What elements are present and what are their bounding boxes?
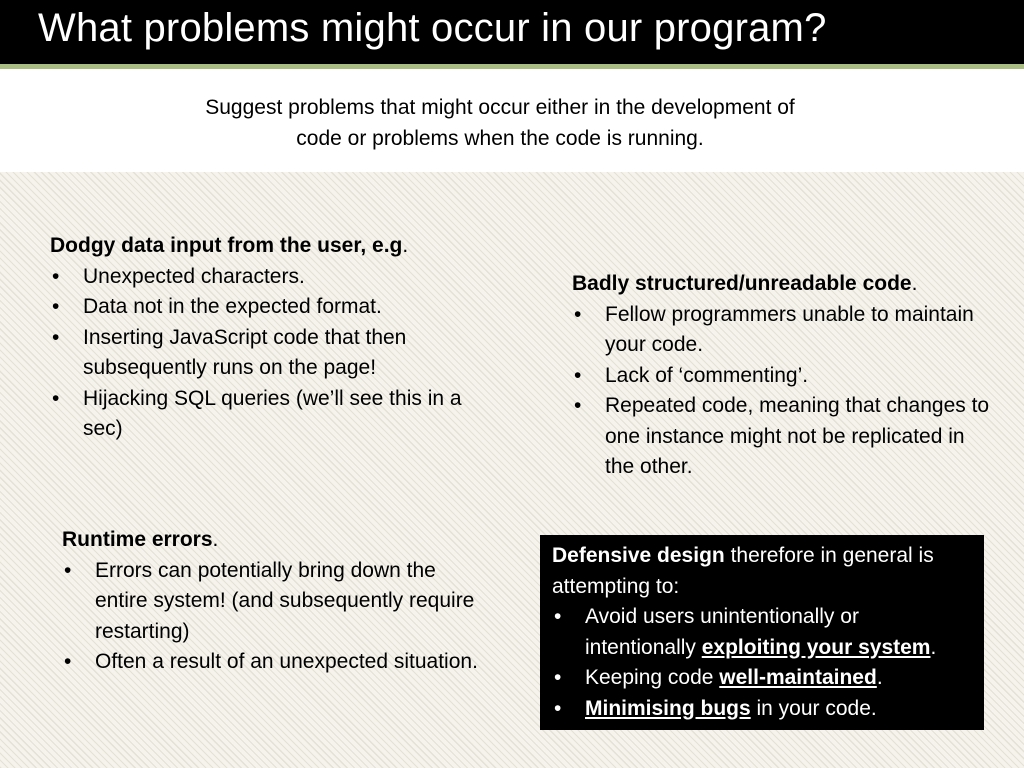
list-item: • Repeated code, meaning that changes to one instance might not be replicated in the other.	[572, 391, 992, 483]
defensive-design-heading: Defensive design therefore in general is attempting to:	[552, 544, 934, 598]
list-item: • Hijacking SQL queries (we’ll see this in a sec)	[50, 384, 470, 445]
defensive-design-list	[552, 602, 972, 724]
bad-code-block	[572, 269, 992, 483]
user-input-list	[50, 262, 470, 445]
bad-code-list	[572, 300, 992, 483]
subtitle	[100, 92, 900, 154]
runtime-errors-block	[62, 525, 492, 678]
list-item: • Avoid users unintentionally or intentionally exploiting your system.	[552, 602, 972, 663]
list-item: • Keeping code well-maintained.	[552, 663, 972, 694]
bullet-icon: •	[554, 696, 562, 720]
list-item: • Data not in the expected format.	[50, 292, 470, 323]
bullet-icon: •	[574, 302, 582, 326]
emphasis-text: Minimising bugs	[585, 696, 751, 720]
list-item: • Fellow programmers unable to maintain your code.	[572, 300, 992, 361]
list-item: • Often a result of an unexpected situation.	[62, 647, 492, 678]
bullet-icon: •	[554, 666, 562, 689]
list-item: • Unexpected characters.	[50, 262, 470, 293]
list-item: • Lack of ‘commenting’.	[572, 361, 992, 392]
list-item: • Minimising bugs in your code.	[552, 694, 972, 725]
bullet-icon: •	[52, 264, 60, 288]
subtitle-line-1: Suggest problems that might occur either in the development of	[205, 96, 795, 119]
subtitle-line-2: code or problems when the code is running.	[296, 127, 704, 150]
bad-code-heading: Badly structured/unreadable code.	[572, 272, 918, 295]
user-input-heading: Dodgy data input from the user, e.g.	[50, 234, 409, 257]
bullet-icon: •	[52, 325, 60, 349]
emphasis-text: well-maintained	[719, 666, 877, 689]
title-bar	[0, 0, 1024, 69]
user-input-block	[50, 231, 470, 445]
bullet-icon: •	[64, 650, 72, 673]
list-item: • Inserting JavaScript code that then subsequently runs on the page!	[50, 323, 470, 384]
runtime-errors-list	[62, 556, 492, 678]
bullet-icon: •	[52, 295, 60, 318]
bullet-icon: •	[64, 558, 72, 582]
list-item: • Errors can potentially bring down the entire system! (and subsequently require restarting)	[62, 556, 492, 648]
page-title: What problems might occur in our program?	[38, 6, 827, 50]
bullet-icon: •	[574, 394, 582, 417]
bullet-icon: •	[52, 386, 60, 410]
defensive-design-box	[540, 535, 984, 730]
runtime-errors-heading: Runtime errors.	[62, 528, 219, 551]
emphasis-text: exploiting your system	[701, 635, 931, 659]
bullet-icon: •	[554, 605, 562, 628]
bullet-icon: •	[574, 363, 582, 387]
